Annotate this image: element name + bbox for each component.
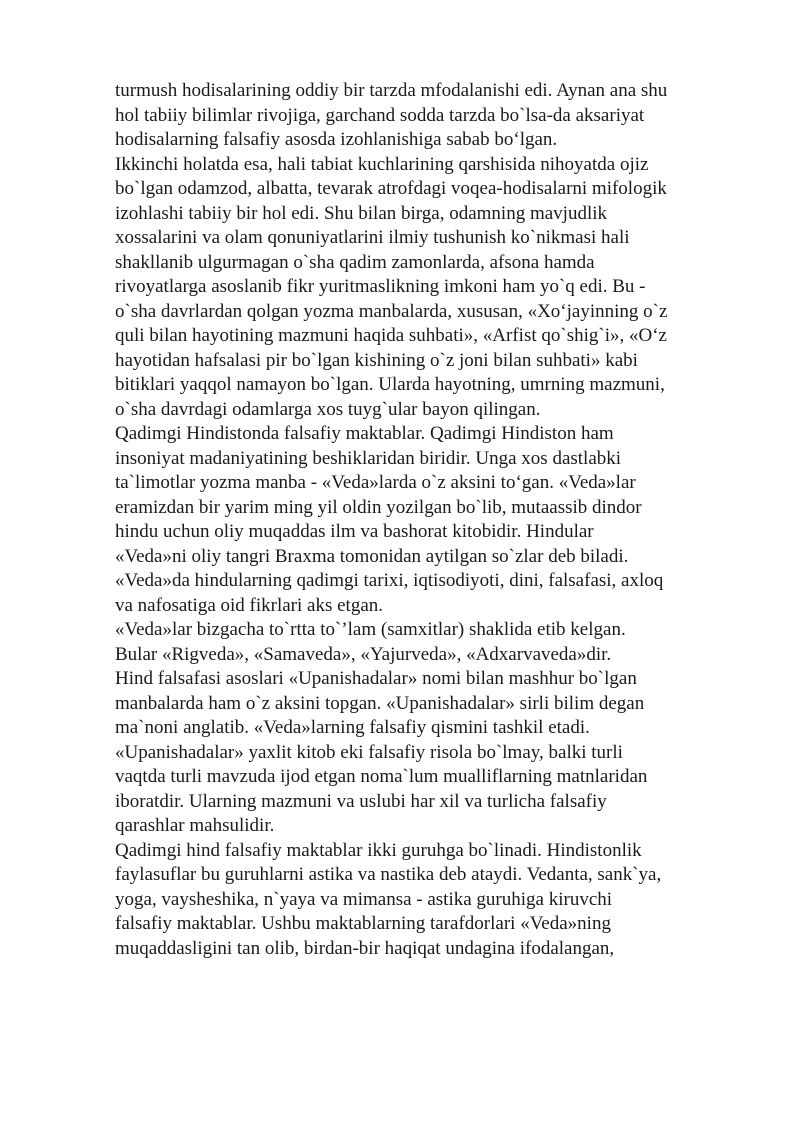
text-line: o`sha davrlardan qolgan yozma manbalarda, xususan, «Xo‘jayinning o`z <box>115 300 668 322</box>
text-line: falsafiy maktablar. Ushbu maktablarning tarafdorlari «Veda»ning <box>115 913 611 934</box>
text-line: va nafosatiga oid fikrlari aks etgan. <box>115 594 384 616</box>
text-line: Qadimgi hind falsafiy maktablar ikki guruhga bo`linadi. Hindistonlik <box>115 839 642 861</box>
text-line: faylasuflar bu guruhlarni astika va nastika deb ataydi. Vedanta, sank`ya, <box>115 864 662 885</box>
text-line: yoga, vaysheshika, n`yaya va mimansa - astika guruhiga kiruvchi <box>115 888 613 910</box>
text-line: eramizdan bir yarim ming yil oldin yozilgan bo`lib, mutaassib dindor <box>115 496 642 518</box>
text-line: izohlashi tabiiy bir hol edi. Shu bilan birga, odamning mavjudlik <box>115 202 608 224</box>
text-line: «Upanishadalar» yaxlit kitob eki falsafiy risola bo`lmay, balki turli <box>115 741 623 763</box>
text-line: Bular «Rigveda», «Samaveda», «Yajurveda», «Adxarvaveda»dir. <box>115 643 612 665</box>
text-line: hindu uchun oliy muqaddas ilm va bashorat kitobidir. Hindular <box>115 521 594 542</box>
text-line: quli bilan hayotining mazmuni haqida suhbati», «Arfist qo`shig`i», «O‘z <box>115 325 667 346</box>
text-line: o`sha davrdagi odamlarga xos tuyg`ular bayon qilingan. <box>115 398 541 420</box>
text-line: bo`lgan odamzod, albatta, tevarak atrofdagi voqea-hodisalarni mifologik <box>115 178 667 199</box>
text-line: «Veda»lar bizgacha to`rtta to`’lam (samxitlar) shaklida etib kelgan. <box>115 619 626 640</box>
text-line: «Veda»da hindularning qadimgi tarixi, iqtisodiyoti, dini, falsafasi, axloq <box>115 570 664 591</box>
text-line: xossalarini va olam qonuniyatlarini ilmiy tushunish ko`nikmasi hali <box>115 227 630 248</box>
text-line: hol tabiiy bilimlar rivojiga, garchand sodda tarzda bo`lsa-da aksariyat <box>115 104 645 126</box>
text-line: ma`noni anglatib. «Veda»larning falsafiy qismini tashkil etadi. <box>115 717 590 738</box>
text-line: Qadimgi Hindistonda falsafiy maktablar. Qadimgi Hindiston ham <box>115 423 614 444</box>
text-line: hodisalarning falsafiy asosda izohlanishiga sabab bo‘lgan. <box>115 129 558 150</box>
text-line: «Veda»ni oliy tangri Braxma tomonidan aytilgan so`zlar deb biladi. <box>115 545 629 567</box>
text-line: Hind falsafasi asoslari «Upanishadalar» nomi bilan mashhur bo`lgan <box>115 668 637 689</box>
text-line: muqaddasligini tan olib, birdan-bir haqiqat undagina ifodalangan, <box>115 937 615 959</box>
text-line: qarashlar mahsulidir. <box>115 815 275 836</box>
document-body-text <box>115 79 755 961</box>
text-line: bitiklari yaqqol namayon bo`lgan. Ularda hayotning, umrning mazmuni, <box>115 374 665 395</box>
text-line: vaqtda turli mavzuda ijod etgan noma`lum mualliflarning matnlaridan <box>115 766 648 787</box>
text-line: Ikkinchi holatda esa, hali tabiat kuchlarining qarshisida nihoyatda ojiz <box>115 153 649 175</box>
text-line: insoniyat madaniyatining beshiklaridan biridir. Unga xos dastlabki <box>115 447 622 469</box>
text-line: shakllanib ulgurmagan o`sha qadim zamonlarda, afsona hamda <box>115 251 595 273</box>
text-line: turmush hodisalarining oddiy bir tarzda mfodalanishi edi. Aynan ana shu <box>115 80 668 101</box>
text-line: manbalarda ham o`z aksini topgan. «Upanishadalar» sirli bilim degan <box>115 692 645 714</box>
text-line: iboratdir. Ularning mazmuni va uslubi har xil va turlicha falsafiy <box>115 790 607 812</box>
text-line: rivoyatlarga asoslanib fikr yuritmaslikning imkoni ham yo`q edi. Bu - <box>115 276 646 297</box>
text-line: hayotidan hafsalasi pir bo`lgan kishining o`z joni bilan suhbati» kabi <box>115 349 638 371</box>
text-line: ta`limotlar yozma manba - «Veda»larda o`z aksini to‘gan. «Veda»lar <box>115 472 636 493</box>
